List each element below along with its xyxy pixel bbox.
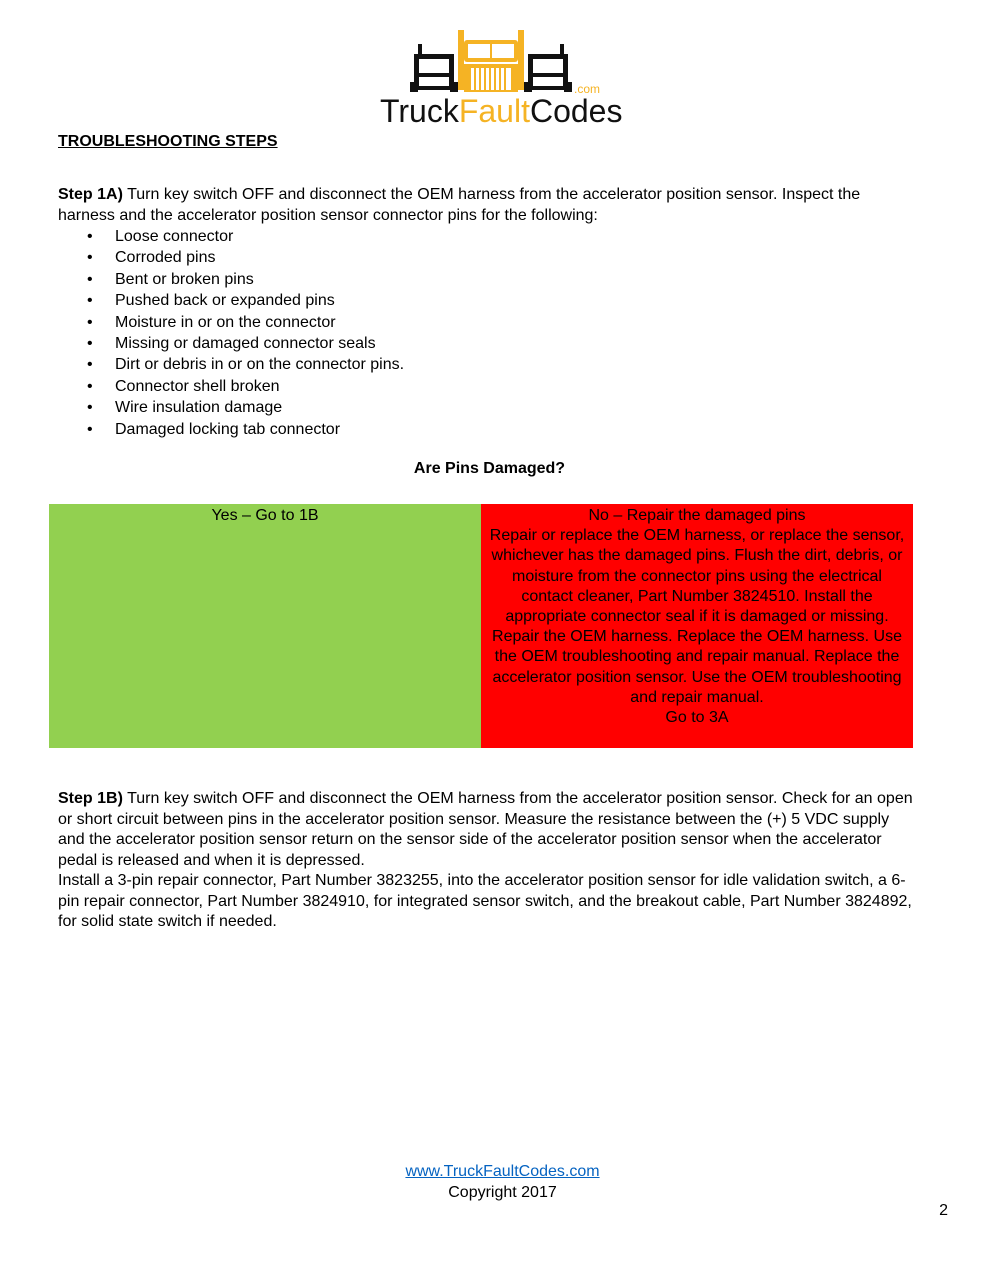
decision-yes-cell: Yes – Go to 1B (49, 504, 481, 748)
decision-no-cell (481, 504, 913, 748)
decision-no-body: Repair or replace the OEM harness, or replace the sensor, whichever has the damaged pins. Flush the dirt, debris, or moisture from the connector pins using the electrical contact cleaner, Part Number 3824510. Install the appropriate connector seal if it is damaged or missing. Repair the OEM harness. Replace the OEM harness. Use the OEM troubleshooting and repair manual. Replace the accelerator position sensor. Use the OEM troubleshooting and repair manual. (489, 527, 905, 706)
website-link[interactable]: www.TruckFaultCodes.com (405, 1163, 600, 1180)
list-item: • Moisture in or on the connector (58, 312, 558, 333)
step-1a-text: Turn key switch OFF and disconnect the OEM harness from the accelerator position sensor. Inspect the harness and the accelerator position sensor connector pins for the following: (58, 186, 861, 224)
truck-icon (378, 22, 623, 130)
bullet: • (87, 249, 93, 267)
bullet: • (87, 228, 93, 245)
truckfaultcodes-logo (378, 22, 623, 130)
list-item: • Corroded pins (58, 247, 558, 268)
list-item: • Wire insulation damage (58, 397, 558, 418)
list-item: • Bent or broken pins (58, 269, 558, 290)
list-item: • Damaged locking tab connector (58, 419, 558, 440)
list-item: • Connector shell broken (58, 376, 558, 397)
list-item: • Pushed back or expanded pins (58, 290, 558, 311)
bullet: • (87, 270, 93, 288)
bullet: • (87, 292, 93, 310)
step-1b-text-2: Install a 3-pin repair connector, Part Number 3823255, into the accelerator position sensor for idle validation switch, a 6-pin repair connector, Part Number 3824910, for integrated sensor switch, and the breakout cable, Part Number 3824892, for solid state switch if needed. (58, 872, 912, 930)
bullet: • (87, 377, 93, 395)
bullet: • (87, 399, 93, 417)
step-1a (58, 185, 918, 226)
page-heading: TROUBLESHOOTING STEPS (58, 133, 278, 150)
list-item: • Loose connector (58, 226, 558, 247)
step-1b-text: Turn key switch OFF and disconnect the OEM harness from the accelerator position sensor. Check for an open or short circuit between pins in the accelerator position sensor. Measure the resistance between the (+) 5 VDC supply and the accelerator position sensor return on the sensor side of the accelerator position sensor when the accelerator pedal is released and when it is depressed. (58, 790, 913, 869)
step-1b-label: Step 1B) (58, 790, 123, 807)
list-item: • Dirt or debris in or on the connector pins. (58, 354, 558, 375)
decision-table (49, 504, 913, 748)
logo-suffix: .com (574, 82, 601, 96)
bullet: • (87, 334, 93, 352)
decision-question: Are Pins Damaged? (413, 460, 566, 477)
page-footer (0, 1161, 1005, 1203)
step-1b (58, 789, 918, 933)
bullet: • (87, 313, 93, 331)
decision-no-title: No – Repair the damaged pins (588, 507, 806, 524)
list-item: • Missing or damaged connector seals (58, 333, 558, 354)
step-1a-label: Step 1A) (58, 186, 123, 203)
copyright-text: Copyright 2017 (448, 1184, 557, 1201)
page-number: 2 (939, 1202, 948, 1219)
logo-text: TruckFaultCodes (380, 93, 623, 129)
bullet: • (87, 356, 93, 374)
bullet: • (87, 420, 93, 438)
decision-no-goto: Go to 3A (665, 709, 729, 727)
inspection-checklist (58, 226, 558, 440)
